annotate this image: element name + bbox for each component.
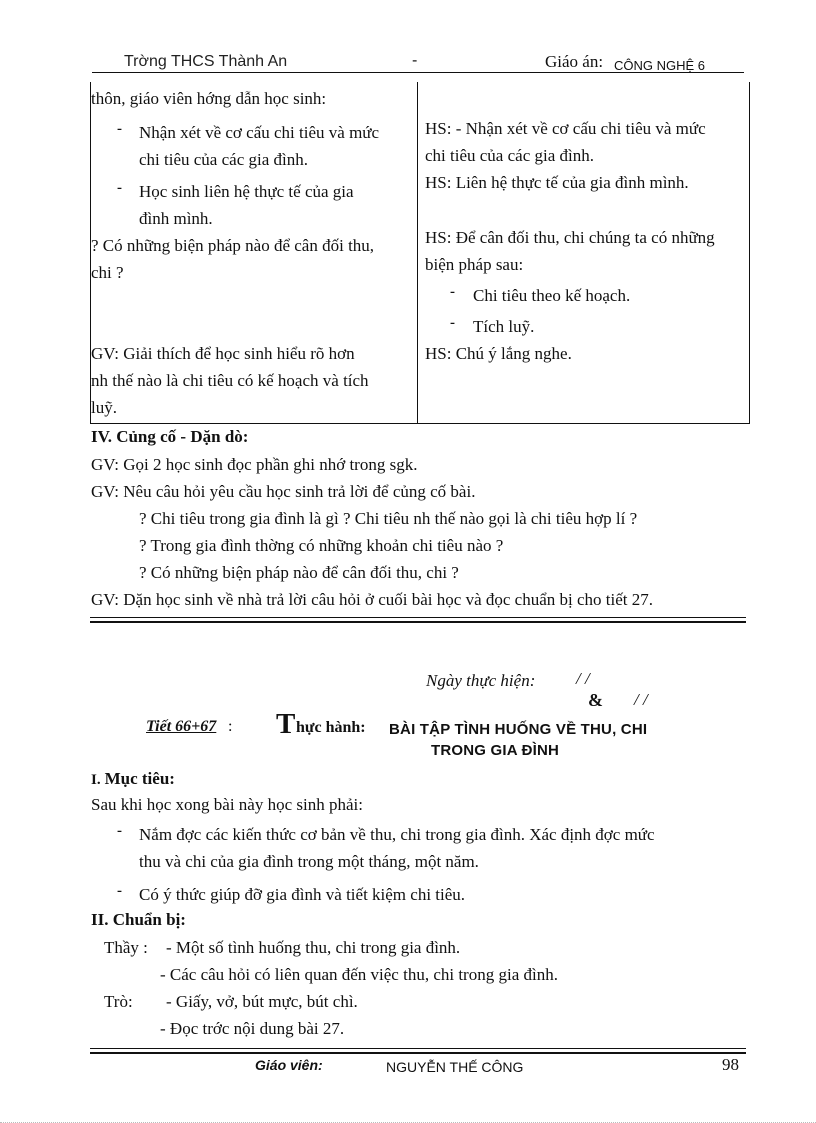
bullet-icon: - xyxy=(117,883,122,899)
bullet-icon: - xyxy=(117,180,122,196)
table-left-question-a: ? Có những biện pháp nào để cân đối thu, xyxy=(91,236,375,255)
preparation-teacher-1: - Một số tình huống thu, chi trong gia đình. xyxy=(166,938,461,957)
footer-rule xyxy=(90,1048,746,1054)
table-right-hs3-b: biện pháp sau: xyxy=(425,255,524,274)
section-iv-line3: GV: Dặn học sinh về nhà trả lời câu hỏi ở cuối bài học và đọc chuẩn bị cho tiết 27. xyxy=(91,590,653,609)
section-iv-heading: IV. Củng cố - Dặn dò: xyxy=(91,427,249,446)
table-left-gv-a: GV: Giải thích để học sinh hiểu rõ hơn xyxy=(91,344,355,363)
section-iv-line2: GV: Nêu câu hỏi yêu cầu học sinh trả lời để củng cố bài. xyxy=(91,482,476,501)
lesson-title-prefix: hực hành: xyxy=(296,719,366,736)
footer-page-number: 98 xyxy=(722,1055,739,1074)
date-ampersand: & xyxy=(588,690,603,710)
date-label: Ngày thực hiện: xyxy=(426,671,536,690)
objectives-heading-text: Mục tiêu: xyxy=(104,769,175,788)
footer-teacher-name: NGUYỄN THẾ CÔNG xyxy=(386,1059,524,1075)
table-left-line1: thôn, giáo viên hớng dẫn học sinh: xyxy=(91,89,327,108)
bullet-icon: - xyxy=(117,121,122,137)
table-left-gv-c: luỹ. xyxy=(91,398,117,417)
header-rule xyxy=(92,72,744,73)
section-divider xyxy=(90,617,746,623)
table-right-hs1-a: HS: - Nhận xét về cơ cấu chi tiêu và mức xyxy=(425,119,706,138)
table-right-hs4: HS: Chú ý lắng nghe. xyxy=(425,344,572,363)
table-left-question-b: chi ? xyxy=(91,263,124,282)
table-right-hs3-a: HS: Để cân đối thu, chi chúng ta có những xyxy=(425,228,715,247)
objectives-bullet1-b: thu và chi của gia đình trong một tháng, một năm. xyxy=(139,852,479,871)
table-left-bullet1-a: Nhận xét về cơ cấu chi tiêu và mức xyxy=(139,123,380,142)
section-iv-line1: GV: Gọi 2 học sinh đọc phần ghi nhớ trong sgk. xyxy=(91,455,418,474)
header-school: Trờng THCS Thành An xyxy=(124,53,288,70)
objectives-intro: Sau khi học xong bài này học sinh phải: xyxy=(91,795,363,814)
table-left-gv-b: nh thế nào là chi tiêu có kế hoạch và tích xyxy=(91,371,369,390)
lesson-period-colon: : xyxy=(228,718,233,735)
preparation-teacher-label: Thầy : xyxy=(104,938,148,957)
header-separator: - xyxy=(412,52,418,69)
header-subject: CÔNG NGHỆ 6 xyxy=(614,58,706,73)
table-left-bullet2-a: Học sinh liên hệ thực tế của gia xyxy=(139,182,354,201)
bullet-icon: - xyxy=(450,315,455,331)
table-right-hs1-b: chi tiêu của các gia đình. xyxy=(425,146,594,165)
date-slashes: / / xyxy=(576,669,590,688)
table-divider xyxy=(417,82,418,424)
table-left-bullet1-b: chi tiêu của các gia đình. xyxy=(139,150,308,169)
table-left-bullet2-b: đình mình. xyxy=(139,209,213,228)
bullet-icon: - xyxy=(450,284,455,300)
bullet-icon: - xyxy=(117,823,122,839)
section-iv-question2: ? Trong gia đình thờng có những khoản chi tiêu nào ? xyxy=(139,536,504,555)
lesson-period: Tiết 66+67 xyxy=(146,718,217,735)
table-right-bullet2: Tích luỹ. xyxy=(473,317,535,336)
preparation-student-2: - Đọc trớc nội dung bài 27. xyxy=(160,1019,345,1038)
footer-teacher-label: Giáo viên: xyxy=(255,1057,323,1073)
objectives-bullet1-a: Nắm đợc các kiến thức cơ bản về thu, chi trong gia đình. Xác định đợc mức xyxy=(139,825,655,844)
lesson-title-line2: TRONG GIA ĐÌNH xyxy=(431,742,560,759)
preparation-teacher-2: - Các câu hỏi có liên quan đến việc thu, chi trong gia đình. xyxy=(160,965,558,984)
lesson-title-initial: T xyxy=(276,708,296,740)
date-slashes-2: / / xyxy=(634,690,648,709)
objectives-heading xyxy=(91,769,175,789)
table-right-bullet1: Chi tiêu theo kế hoạch. xyxy=(473,286,631,305)
preparation-heading: II. Chuẩn bị: xyxy=(91,910,186,929)
section-iv-question1: ? Chi tiêu trong gia đình là gì ? Chi tiêu nh thế nào gọi là chi tiêu hợp lí ? xyxy=(139,509,638,528)
objectives-heading-num: I. xyxy=(91,772,101,788)
header-plan-label: Giáo án: xyxy=(545,52,604,71)
preparation-student-label: Trò: xyxy=(104,992,133,1011)
table-right-hs2: HS: Liên hệ thực tế của gia đình mình. xyxy=(425,173,689,192)
objectives-bullet2: Có ý thức giúp đỡ gia đình và tiết kiệm chi tiêu. xyxy=(139,885,466,904)
section-iv-question3: ? Có những biện pháp nào để cân đối thu, chi ? xyxy=(139,563,459,582)
lesson-title-line1: BÀI TẬP TÌNH HUỐNG VỀ THU, CHI xyxy=(389,721,648,738)
preparation-student-1: - Giấy, vở, bút mực, bút chì. xyxy=(166,992,358,1011)
